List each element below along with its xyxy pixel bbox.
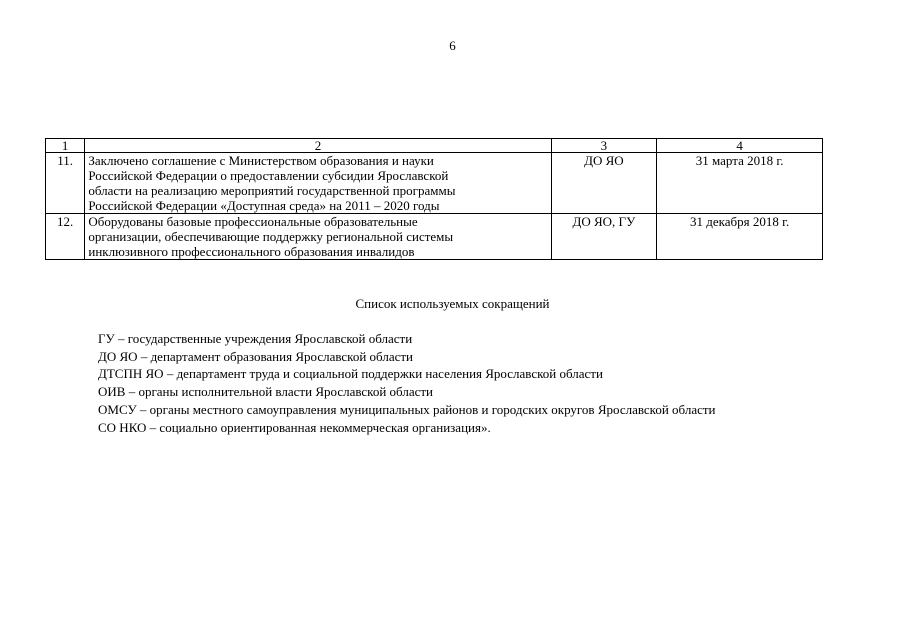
page-number: 6 xyxy=(449,38,456,53)
measures-table xyxy=(45,138,823,260)
row-number: 12. xyxy=(46,214,85,260)
column-number-4: 4 xyxy=(657,139,823,153)
table-header-row xyxy=(46,139,823,153)
abbreviation-item: СО НКО – социально ориентированная некоммерческая организация». xyxy=(98,419,491,435)
executor-cell: ДО ЯО xyxy=(551,153,657,214)
table-row xyxy=(46,153,823,214)
measure-text-line: Российской Федерации «Доступная среда» на 2011 – 2020 годы xyxy=(88,198,440,213)
deadline-cell: 31 марта 2018 г. xyxy=(657,153,823,214)
measure-text-line: Российской Федерации о предоставлении субсидии Ярославской xyxy=(88,168,449,183)
executor-cell: ДО ЯО, ГУ xyxy=(551,214,657,260)
abbreviation-item: ОИВ – органы исполнительной власти Ярославской области xyxy=(98,384,433,400)
measure-text-line: организации, обеспечивающие поддержку региональной системы xyxy=(88,229,454,244)
abbreviation-item: ГУ – государственные учреждения Ярославской области xyxy=(98,331,413,346)
column-number-1: 1 xyxy=(46,139,85,153)
abbreviation-item: ДТСПН ЯО – департамент труда и социальной поддержки населения Ярославской области xyxy=(98,366,603,382)
deadline-cell: 31 декабря 2018 г. xyxy=(657,214,823,260)
measure-text-line: Заключено соглашение с Министерством образования и науки xyxy=(88,153,434,168)
abbreviation-item: ДО ЯО – департамент образования Ярославской области xyxy=(98,348,413,364)
measure-text-line: области на реализацию мероприятий государственной программы xyxy=(88,183,456,198)
column-number-2: 2 xyxy=(85,139,551,153)
abbreviations-list xyxy=(98,330,888,436)
abbreviation-item: ОМСУ – органы местного самоуправления муниципальных районов и городских округов Ярославской области xyxy=(98,401,716,417)
column-number-3: 3 xyxy=(551,139,657,153)
measure-text xyxy=(85,214,551,260)
measure-text-line: Оборудованы базовые профессиональные образовательные xyxy=(88,214,418,229)
measure-text xyxy=(85,153,551,214)
row-number: 11. xyxy=(46,153,85,214)
abbreviations-title: Список используемых сокращений xyxy=(355,296,550,311)
measure-text-line: инклюзивного профессионального образования инвалидов xyxy=(88,244,415,259)
table-row xyxy=(46,214,823,260)
